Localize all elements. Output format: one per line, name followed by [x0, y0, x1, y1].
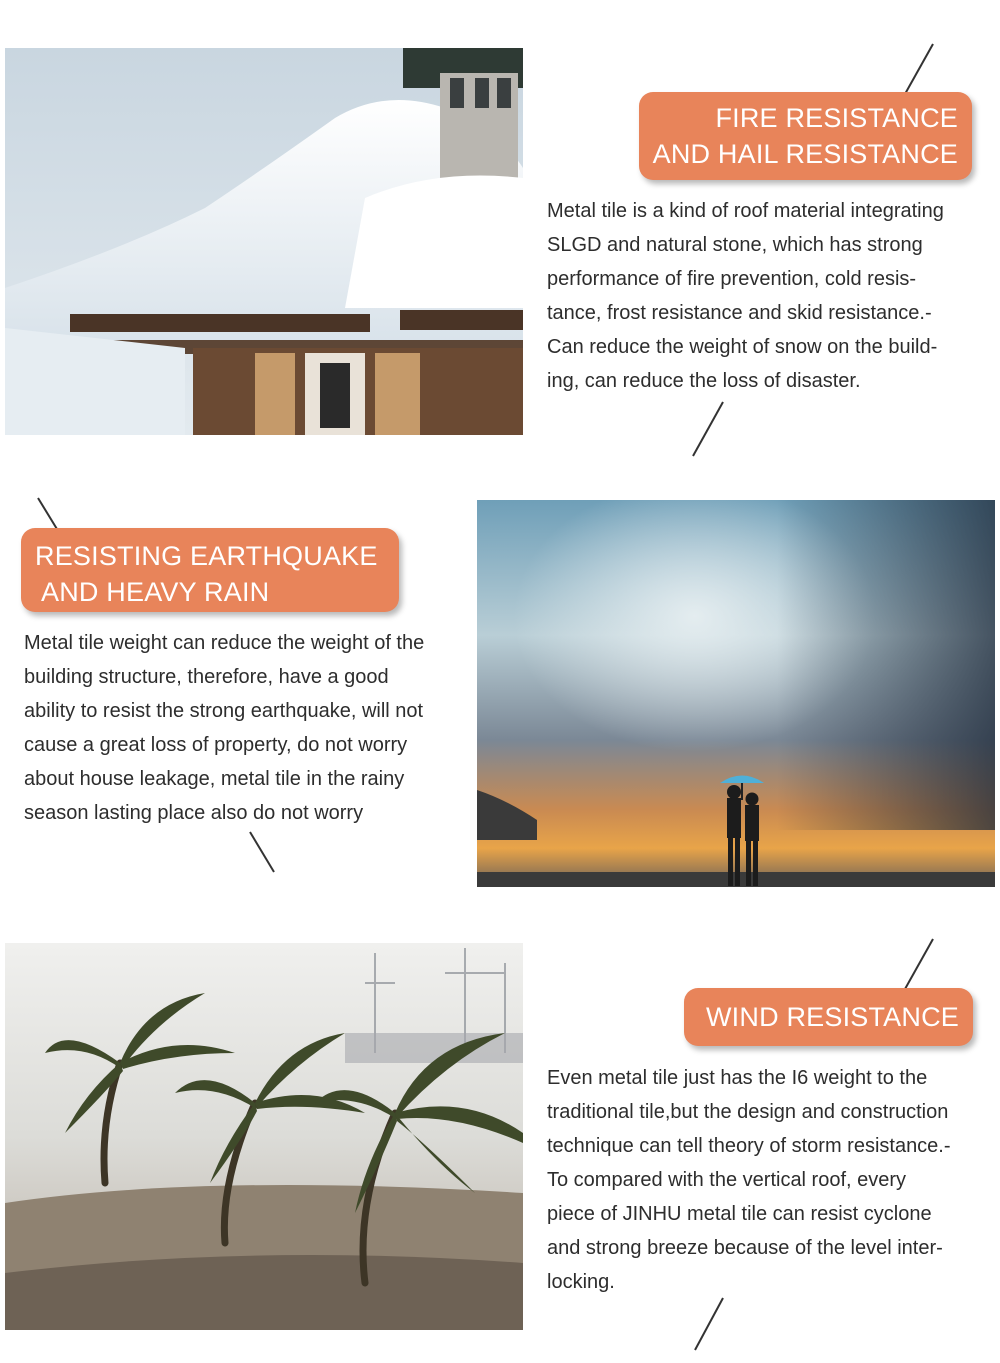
wind-resistance-badge	[684, 988, 973, 1046]
text-line: tance, frost resistance and skid resistance.-	[547, 302, 932, 324]
text-line: Metal tile weight can reduce the weight of the	[24, 632, 425, 654]
badge-title-line: AND HAIL RESISTANCE	[652, 139, 958, 169]
palm-trees-storm-photo	[5, 943, 523, 1330]
text-line: piece of JINHU metal tile can resist cyclone	[547, 1203, 932, 1225]
text-line: season lasting place also do not worry	[24, 802, 364, 824]
text-line: Can reduce the weight of snow on the build-	[547, 336, 938, 358]
text-line: about house leakage, metal tile in the rainy	[24, 768, 405, 790]
fire-resistance-badge	[639, 92, 972, 180]
badge-title-line: WIND RESISTANCE	[705, 1002, 959, 1032]
earthquake-rain-badge	[21, 528, 399, 612]
snow-cabin-photo	[5, 48, 523, 435]
text-line: traditional tile,but the design and construction	[547, 1101, 949, 1123]
text-line: performance of fire prevention, cold resis-	[547, 268, 917, 290]
text-line: locking.	[547, 1271, 615, 1293]
text-line: technique can tell theory of storm resistance.-	[547, 1135, 951, 1157]
divider-slash-icon	[244, 828, 304, 888]
text-line: ability to resist the strong earthquake, will not	[24, 700, 424, 722]
text-line: Even metal tile just has the I6 weight to the	[547, 1067, 928, 1089]
divider-slash-icon	[685, 1294, 745, 1354]
divider-slash-icon	[685, 398, 745, 458]
text-line: SLGD and natural stone, which has strong	[547, 234, 923, 256]
badge-title-line: FIRE RESISTANCE	[715, 103, 958, 133]
text-line: To compared with the vertical roof, every	[547, 1169, 907, 1191]
text-line: Metal tile is a kind of roof material integrating	[547, 200, 944, 222]
divider-slash-icon	[895, 38, 955, 98]
divider-slash-icon	[895, 933, 955, 993]
earthquake-rain-description	[24, 626, 424, 830]
text-line: and strong breeze because of the level inter-	[547, 1237, 943, 1259]
wind-resistance-description	[547, 1061, 951, 1299]
text-line: ing, can reduce the loss of disaster.	[547, 370, 861, 392]
fire-resistance-description	[547, 194, 944, 398]
text-line: building structure, therefore, have a good	[24, 666, 389, 688]
couple-umbrella-sunset-photo	[477, 500, 995, 887]
text-line: cause a great loss of property, do not worry	[24, 734, 408, 756]
badge-title-line: RESISTING EARTHQUAKE	[35, 541, 378, 571]
badge-title-line: AND HEAVY RAIN	[41, 577, 270, 607]
